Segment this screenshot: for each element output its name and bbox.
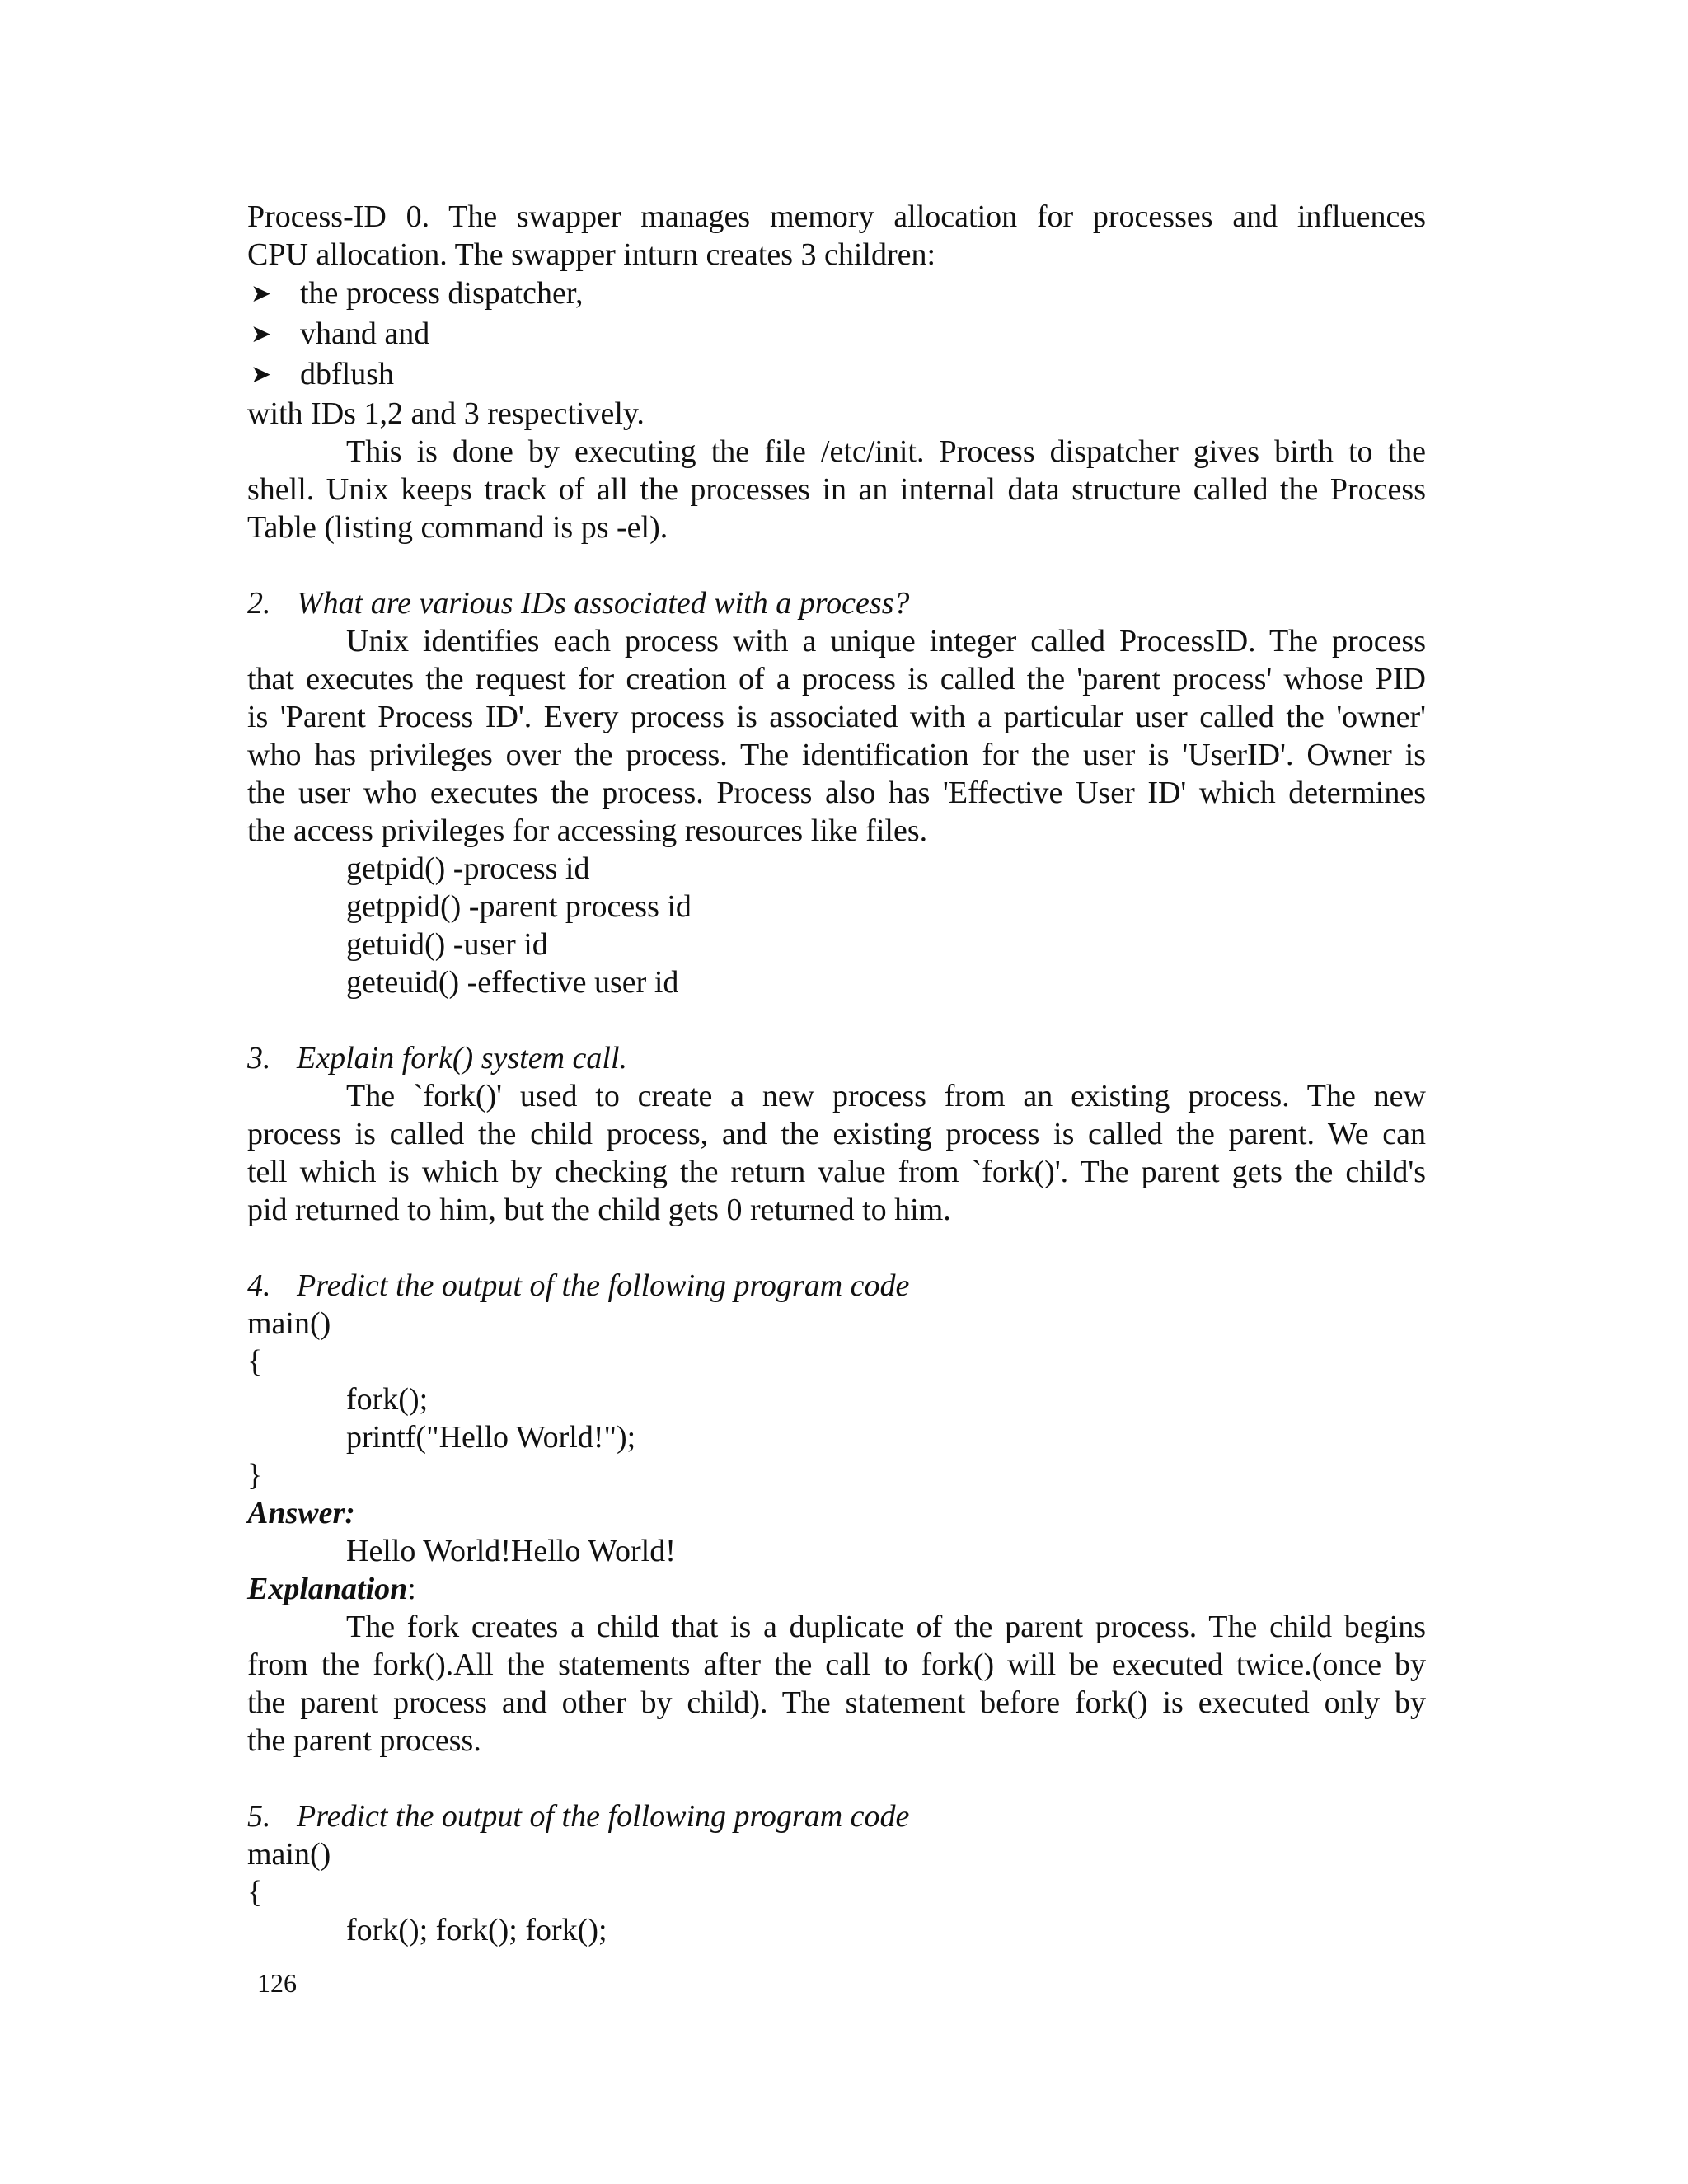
q2-line-1: Unix identifies each process with a unique integer called ProcessID. The process	[346, 624, 1426, 658]
explanation-line-1: The fork creates a child that is a duplicate of the parent process. The child begins	[346, 1610, 1426, 1644]
code-main: main()	[247, 1306, 331, 1341]
bullet-label: dbflush	[300, 357, 394, 391]
code-open-brace: {	[247, 1875, 263, 1910]
q3-line-3: tell which is which by checking the return value from `fork()'. The parent gets the child's	[247, 1155, 1426, 1189]
explanation-heading	[247, 1570, 1426, 1608]
function-getpid: getpid() -process id	[346, 851, 590, 886]
bullet-label: the process dispatcher,	[300, 276, 584, 311]
answer-label: Answer:	[247, 1496, 355, 1530]
after-bullets-text: with IDs 1,2 and 3 respectively.	[247, 396, 645, 431]
intro-line-1: Process-ID 0. The swapper manages memory allocation for processes and influences	[247, 199, 1426, 234]
q3-line-4: pid returned to him, but the child gets 0 returned to him.	[247, 1193, 951, 1227]
explanation-line-3: the parent process and other by child). The statement before fork() is executed only by	[247, 1685, 1426, 1720]
arrow-bullet-icon: ➤	[251, 320, 272, 349]
explanation-colon: :	[407, 1572, 416, 1606]
q3-line-1: The `fork()' used to create a new process from an existing process. The new	[346, 1079, 1426, 1113]
code-open-brace: {	[247, 1344, 263, 1379]
q2-line-2: that executes the request for creation of a process is called the 'parent process' whose PID	[247, 662, 1426, 696]
function-geteuid: geteuid() -effective user id	[346, 965, 679, 1000]
intro-p2-line-1: This is done by executing the file /etc/init. Process dispatcher gives birth to the	[346, 434, 1426, 469]
question-2-heading	[247, 584, 1426, 622]
bullet-item-vhand	[247, 314, 1426, 354]
question-number: 2.	[247, 586, 271, 621]
arrow-bullet-icon: ➤	[251, 279, 272, 308]
code-line: fork(); fork(); fork();	[346, 1913, 607, 1947]
q2-line-6: the access privileges for accessing resources like files.	[247, 813, 928, 848]
function-getppid: getppid() -parent process id	[346, 889, 692, 924]
question-3-heading	[247, 1039, 1426, 1077]
question-number: 4.	[247, 1268, 271, 1303]
question-number: 5.	[247, 1799, 271, 1834]
function-getuid: getuid() -user id	[346, 927, 548, 962]
explanation-line-2: from the fork().All the statements after the call to fork() will be executed twice.(once by	[247, 1647, 1426, 1682]
intro-p2-line-3: Table (listing command is ps -el).	[247, 510, 668, 545]
page-number: 126	[257, 1968, 297, 1998]
bullet-item-dbflush	[247, 354, 1426, 395]
bullet-label: vhand and	[300, 316, 430, 351]
code-close-brace: }	[247, 1458, 263, 1493]
question-text: Predict the output of the following program code	[297, 1268, 910, 1303]
intro-p2-line-2: shell. Unix keeps track of all the processes in an internal data structure called the Process	[247, 472, 1426, 507]
question-number: 3.	[247, 1041, 271, 1076]
explanation-line-4: the parent process.	[247, 1723, 481, 1758]
code-line: fork();	[346, 1382, 429, 1417]
intro-line-2: CPU allocation. The swapper inturn creates 3 children:	[247, 237, 936, 272]
code-line: printf("Hello World!");	[346, 1420, 636, 1455]
question-text: Explain fork() system call.	[297, 1041, 628, 1076]
page-content	[247, 198, 1426, 1949]
explanation-label: Explanation	[247, 1572, 408, 1606]
answer-text: Hello World!Hello World!	[346, 1534, 676, 1568]
question-text: Predict the output of the following program code	[297, 1799, 910, 1834]
question-4-heading	[247, 1267, 1426, 1305]
question-5-heading	[247, 1797, 1426, 1835]
bullet-item-dispatcher	[247, 274, 1426, 314]
code-main: main()	[247, 1837, 331, 1872]
question-text: What are various IDs associated with a process?	[297, 586, 910, 621]
q3-line-2: process is called the child process, and the existing process is called the parent. We can	[247, 1117, 1426, 1151]
q2-line-5: the user who executes the process. Process also has 'Effective User ID' which determines	[247, 776, 1426, 810]
q2-line-4: who has privileges over the process. The identification for the user is 'UserID'. Owner is	[247, 738, 1426, 772]
q2-line-3: is 'Parent Process ID'. Every process is associated with a particular user called the 'owner'	[247, 700, 1426, 734]
arrow-bullet-icon: ➤	[251, 360, 272, 389]
